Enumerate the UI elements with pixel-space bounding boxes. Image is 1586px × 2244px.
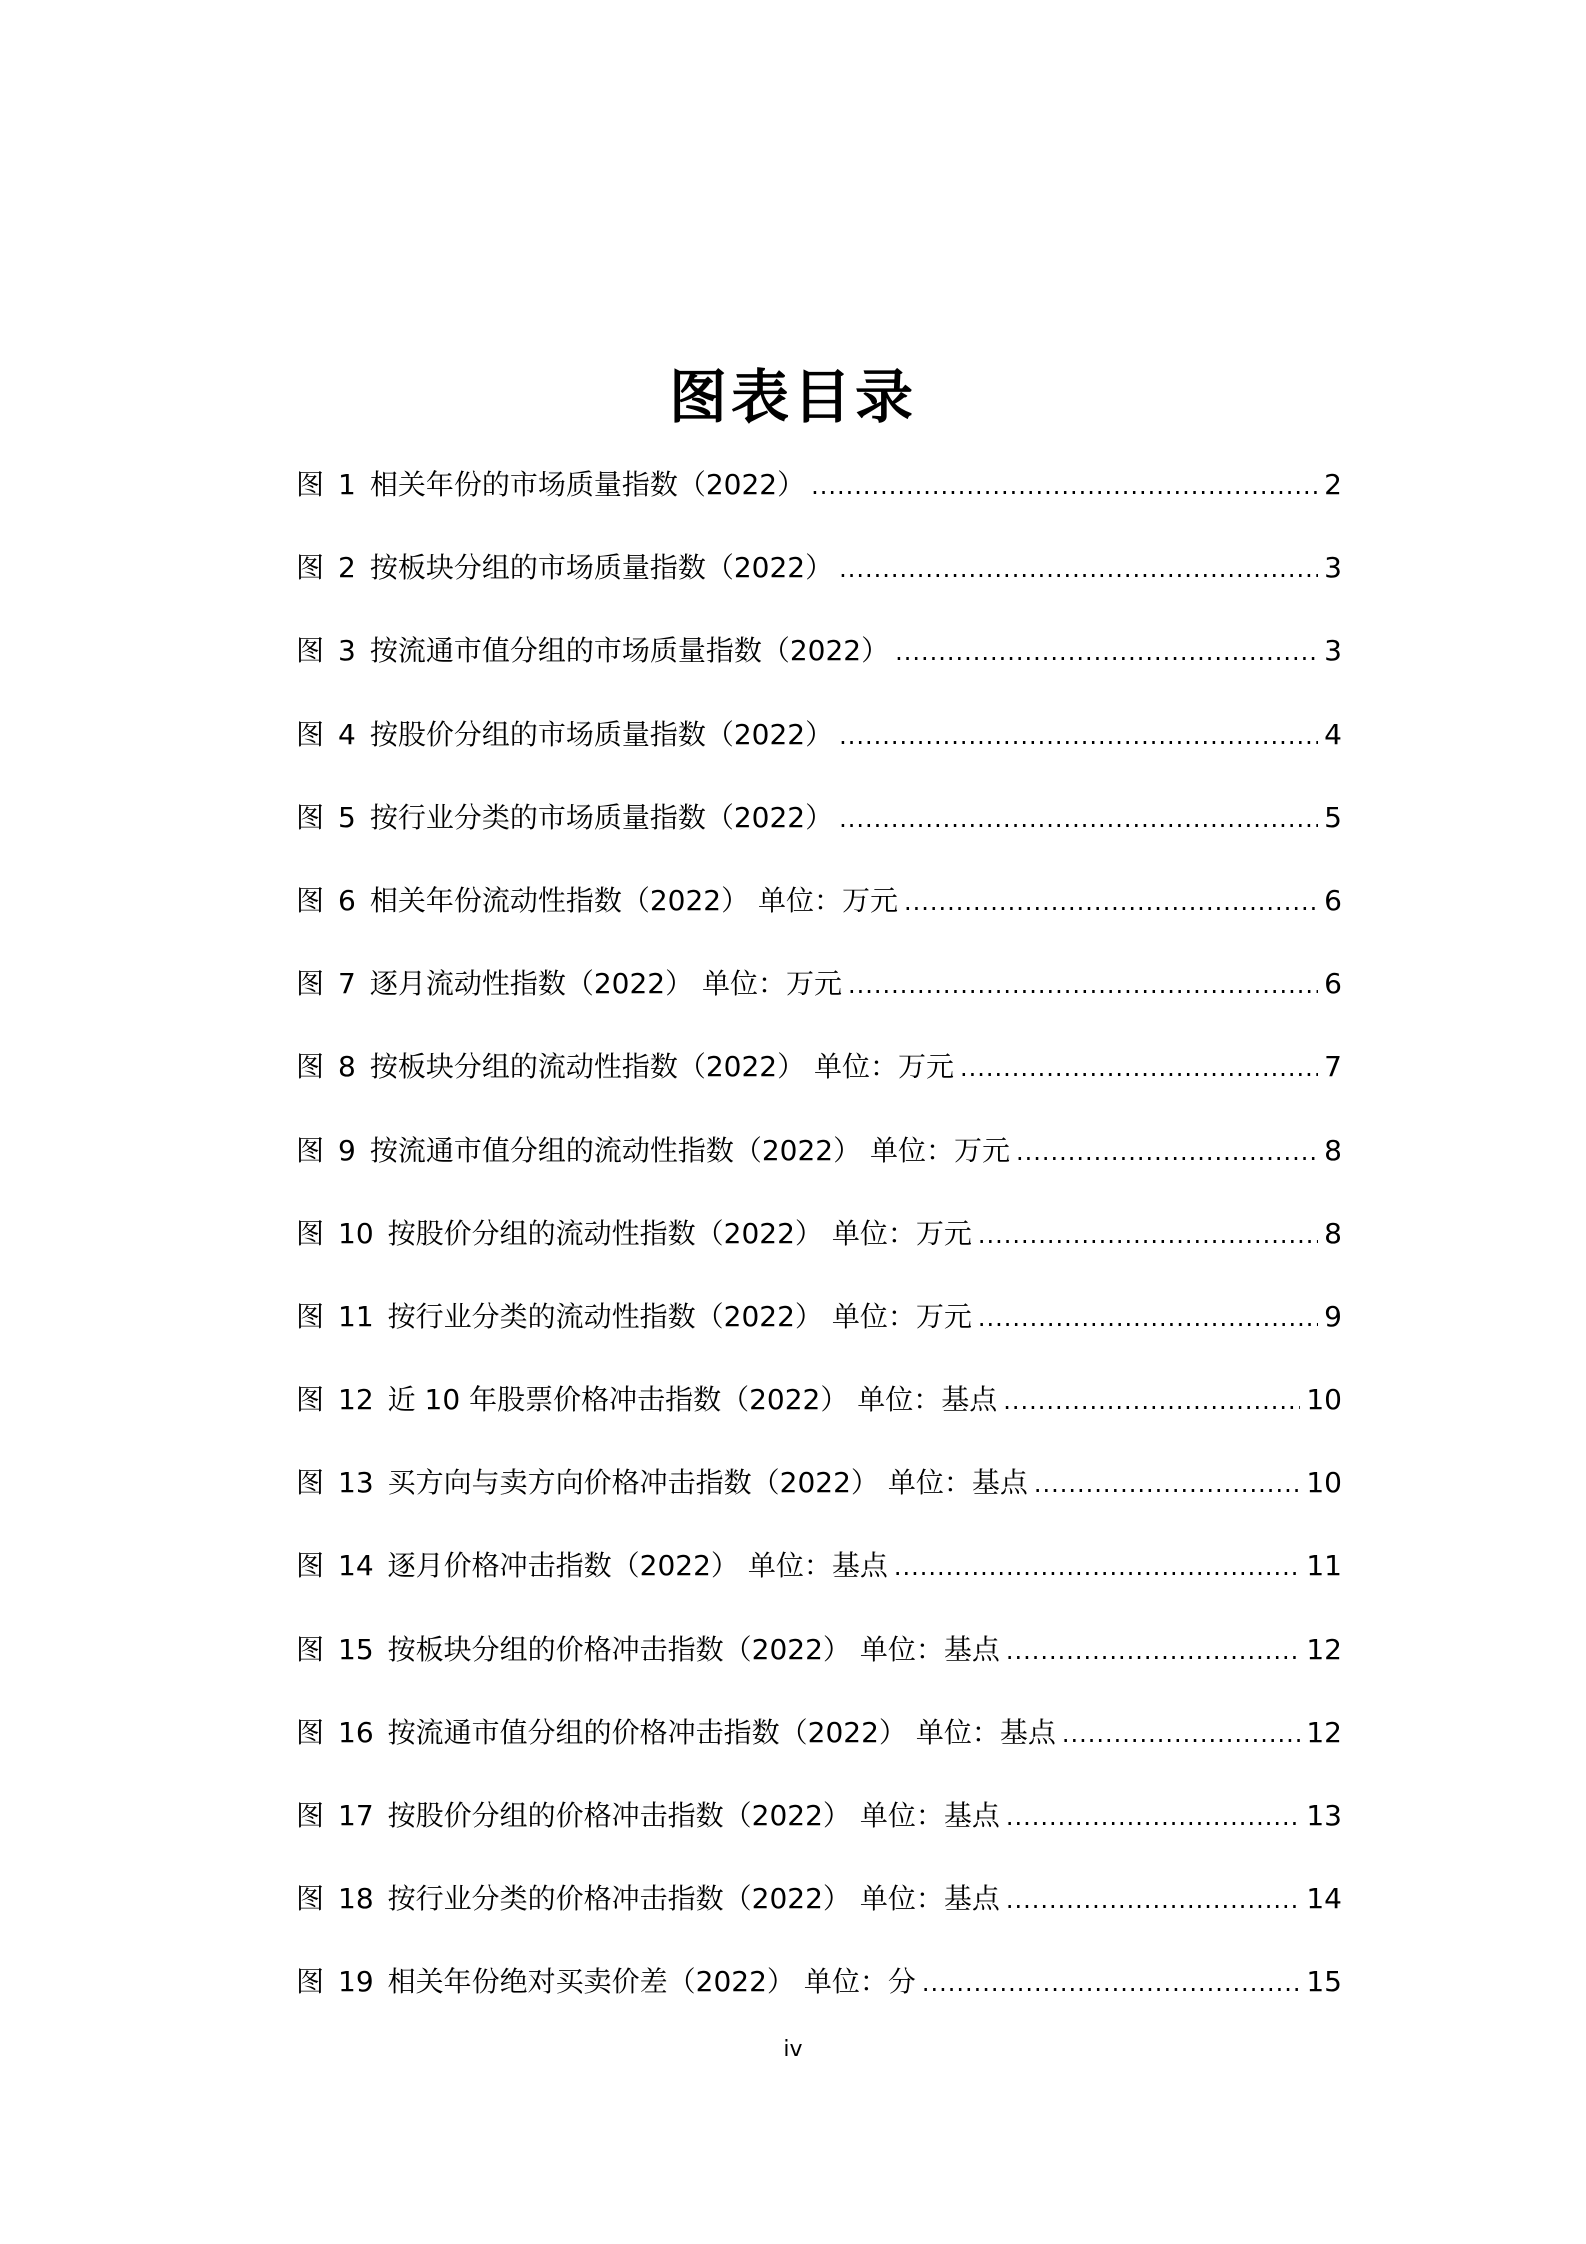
toc-entry[interactable] [296,1869,1342,1952]
toc-entry-title: 买方向与卖方向价格冲击指数（2022） 单位：基点 [387,1466,1028,1500]
toc-entry[interactable] [296,455,1342,538]
toc-entry-number: 19 [338,1965,374,1999]
toc-entry-title: 按行业分类的市场质量指数（2022） [369,800,834,834]
toc-entry-label [296,954,848,1014]
toc-entry-prefix: 图 [296,1799,325,1832]
dot-leader [839,539,1318,599]
dot-leader [978,1205,1318,1265]
dot-leader [839,789,1318,849]
toc-entry-title: 按流通市值分组的价格冲击指数（2022） 单位：基点 [387,1715,1056,1749]
toc-entry-title: 相关年份绝对买卖价差（2022） 单位：分 [387,1965,916,1999]
toc-entry-page: 10 [1306,1383,1342,1417]
dot-leader [1034,1454,1301,1514]
dot-leader [1003,1371,1300,1431]
toc-entry-number: 11 [338,1299,374,1333]
toc-entry-number: 10 [338,1216,374,1250]
dot-leader [922,1953,1301,2013]
toc-entry-number: 2 [338,551,356,585]
dot-leader [960,1038,1318,1098]
toc-entry-prefix: 图 [296,551,325,585]
dot-leader [811,456,1318,516]
toc-entry[interactable] [296,621,1342,704]
dot-leader [848,955,1318,1015]
toc-entry[interactable] [296,954,1342,1037]
toc-entry-label [296,1620,1006,1680]
toc-entry-label [296,1536,894,1596]
toc-entry-prefix: 图 [296,883,325,917]
toc-entry-prefix: 图 [296,1299,325,1333]
dot-leader [894,1537,1301,1597]
toc-entry-title: 近 10 年股票价格冲击指数（2022） 单位：基点 [387,1383,998,1417]
toc-entry-prefix: 图 [296,800,325,834]
toc-entry-title: 逐月价格冲击指数（2022） 单位：基点 [387,1549,888,1583]
toc-entry-label [296,1204,978,1264]
toc-entry-prefix: 图 [296,1216,325,1250]
toc-entry-number: 12 [338,1383,374,1417]
toc-entry[interactable] [296,871,1342,954]
toc-entry-number: 14 [338,1549,374,1583]
toc-entry-title: 按行业分类的流动性指数（2022） 单位：万元 [387,1299,972,1333]
toc-entry-number: 9 [338,1133,356,1167]
toc-entry-number: 6 [338,883,356,917]
toc-entry-label [296,1037,960,1097]
toc-entry-prefix: 图 [296,967,325,1001]
toc-entry-prefix: 图 [296,1050,325,1084]
toc-entry-page: 10 [1306,1466,1342,1500]
dot-leader [1006,1621,1301,1681]
dot-leader [978,1288,1318,1348]
toc-entry-number: 7 [338,967,356,1001]
toc-entry-title: 相关年份流动性指数（2022） 单位：万元 [369,883,899,917]
toc-entry-page: 6 [1324,967,1342,1001]
toc-entry[interactable] [296,538,1342,621]
toc-entry-number: 17 [338,1799,374,1832]
toc-entry-page: 11 [1306,1549,1342,1583]
dot-leader [1006,1870,1301,1930]
toc-entry-prefix: 图 [296,634,325,668]
table-of-figures [296,455,1342,2036]
toc-entry-title: 按股价分组的价格冲击指数（2022） 单位：基点 [387,1799,1000,1832]
toc-entry[interactable] [296,1121,1342,1204]
toc-entry-number: 4 [338,717,356,751]
toc-entry[interactable] [296,1786,1342,1869]
toc-entry-prefix: 图 [296,1715,325,1749]
toc-entry-page: 3 [1324,634,1342,668]
page-number: iv [783,2037,803,2062]
toc-entry-number: 8 [338,1050,356,1084]
toc-entry[interactable] [296,1952,1342,2035]
toc-entry-title: 按流通市值分组的流动性指数（2022） 单位：万元 [369,1133,1011,1167]
toc-entry[interactable] [296,1453,1342,1536]
toc-entry-number: 13 [338,1466,374,1500]
toc-entry[interactable] [296,1370,1342,1453]
toc-entry-label [296,788,839,848]
toc-entry-prefix: 图 [296,1383,325,1417]
toc-entry-prefix: 图 [296,1133,325,1167]
toc-entry-page: 4 [1324,717,1342,751]
dot-leader [1016,1122,1318,1182]
toc-entry-page: 14 [1306,1882,1342,1916]
toc-entry[interactable] [296,1536,1342,1619]
toc-entry-number: 1 [338,468,356,501]
toc-entry-title: 按板块分组的价格冲击指数（2022） 单位：基点 [387,1632,1000,1666]
toc-entry-prefix: 图 [296,1965,325,1999]
toc-entry-title: 相关年份的市场质量指数（2022） [369,468,806,501]
toc-entry-label [296,705,839,765]
toc-entry-page: 12 [1306,1632,1342,1666]
toc-entry-title: 按股价分组的流动性指数（2022） 单位：万元 [387,1216,972,1250]
toc-entry-label [296,1121,1016,1181]
toc-entry-prefix: 图 [296,1632,325,1666]
toc-entry-label [296,1786,1006,1846]
toc-entry-title: 按行业分类的价格冲击指数（2022） 单位：基点 [387,1882,1000,1916]
toc-entry-label [296,621,895,681]
toc-entry-page: 6 [1324,883,1342,917]
toc-entry-number: 5 [338,800,356,834]
toc-entry-label [296,1370,1003,1430]
toc-entry-prefix: 图 [296,468,325,501]
toc-entry-title: 按股价分组的市场质量指数（2022） [369,717,834,751]
toc-entry-prefix: 图 [296,717,325,751]
toc-entry-page: 2 [1324,468,1342,501]
toc-entry-label [296,455,811,515]
toc-entry-page: 5 [1324,800,1342,834]
toc-entry-prefix: 图 [296,1882,325,1916]
toc-entry[interactable] [296,1287,1342,1370]
toc-entry-number: 3 [338,634,356,668]
toc-entry-prefix: 图 [296,1466,325,1500]
dot-leader [904,872,1318,932]
toc-entry[interactable] [296,788,1342,871]
toc-entry-label [296,1869,1006,1929]
toc-entry-page: 8 [1324,1133,1342,1167]
dot-leader [1062,1704,1301,1764]
toc-entry-label [296,871,904,931]
toc-entry-number: 15 [338,1632,374,1666]
toc-entry-page: 12 [1306,1715,1342,1749]
toc-entry-title: 逐月流动性指数（2022） 单位：万元 [369,967,843,1001]
toc-entry-page: 3 [1324,551,1342,585]
toc-entry[interactable] [296,1037,1342,1120]
toc-entry-page: 8 [1324,1216,1342,1250]
toc-entry-title: 按流通市值分组的市场质量指数（2022） [369,634,890,668]
dot-leader [1006,1787,1301,1847]
toc-entry-page: 15 [1306,1965,1342,1999]
toc-entry[interactable] [296,1204,1342,1287]
toc-entry-number: 16 [338,1715,374,1749]
toc-entry-number: 18 [338,1882,374,1916]
toc-entry-title: 按板块分组的市场质量指数（2022） [369,551,834,585]
toc-entry-label [296,1952,922,2012]
toc-entry-label [296,538,839,598]
toc-entry-page: 13 [1306,1799,1342,1832]
toc-entry[interactable] [296,1703,1342,1786]
dot-leader [839,706,1318,766]
toc-entry-label [296,1453,1034,1513]
page-title: 图表目录 [668,362,917,431]
toc-entry-prefix: 图 [296,1549,325,1583]
toc-entry-page: 9 [1324,1299,1342,1333]
toc-entry-title: 按板块分组的流动性指数（2022） 单位：万元 [369,1050,955,1084]
toc-entry-page: 7 [1324,1050,1342,1084]
toc-entry[interactable] [296,705,1342,788]
toc-entry-label [296,1287,978,1347]
toc-entry-label [296,1703,1062,1763]
dot-leader [895,622,1318,682]
toc-entry[interactable] [296,1620,1342,1703]
